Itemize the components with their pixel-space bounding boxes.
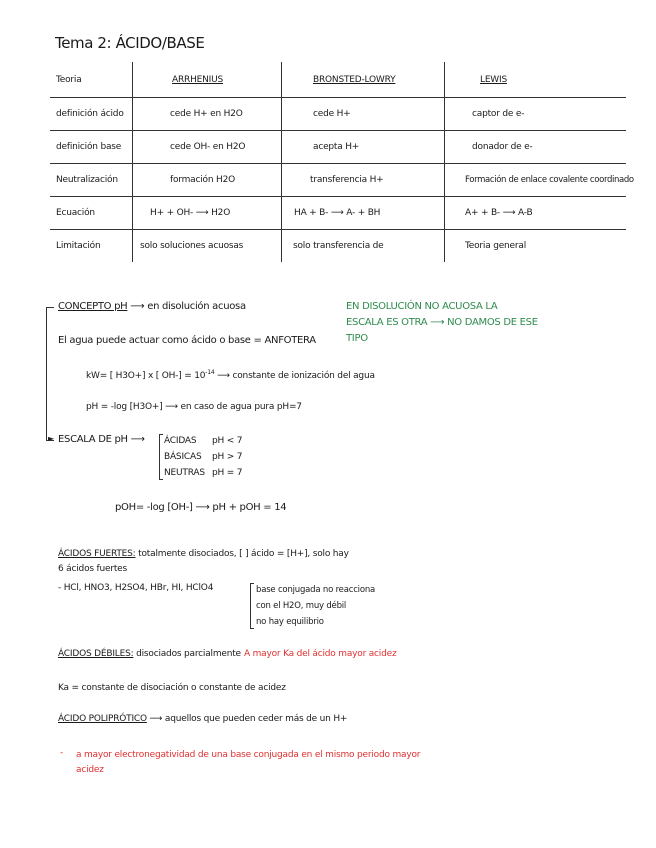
fuertes-text: totalmente disociados, [ ] ácido = [H+], solo hay (135, 549, 349, 559)
concepto-line (58, 301, 246, 312)
debiles-label: ÁCIDOS DÉBILES: (58, 649, 134, 659)
note-line: ESCALA ES OTRA ⟶ NO DAMOS DE ESE (346, 317, 538, 328)
table-cell: cede H+ (313, 109, 351, 119)
note-line: a mayor electronegatividad de una base conjugada en el mismo periodo mayor (76, 750, 421, 760)
debiles-line (58, 649, 241, 659)
note-line: acidez (76, 765, 104, 775)
escala-list (164, 433, 242, 481)
ka-text: Ka = constante de disociación o constante de acidez (58, 683, 286, 693)
table-cell: Formación de enlace covalente coordinado (465, 175, 634, 185)
table-cell: acepta H+ (313, 142, 360, 152)
escala-label: ESCALA DE pH ⟶ (58, 434, 145, 445)
fuertes-line (58, 549, 349, 559)
table-cell: solo transferencia de (293, 241, 384, 251)
poh-formula: pOH= -log [OH-] ⟶ pH + pOH = 14 (115, 502, 287, 513)
kw-expression: kW= [ H3O+] x [ OH-] = 10 (86, 371, 206, 381)
poliprotico-text: ⟶ aquellos que pueden ceder más de un H+ (146, 714, 348, 724)
arrow-icon: ► (48, 434, 55, 443)
fuertes-notes (256, 582, 375, 630)
debiles-note: A mayor Ka del ácido mayor acidez (244, 649, 397, 659)
fuertes-label: ÁCIDOS FUERTES: (58, 549, 136, 559)
row-label: Limitación (56, 241, 101, 251)
fuertes-line2: 6 ácidos fuertes (58, 564, 127, 574)
concepto-text: en disolución acuosa (147, 301, 246, 312)
ph-formula: pH = -log [H3O+] ⟶ en caso de agua pura pH=7 (86, 402, 302, 412)
note-line: TIPO (346, 333, 368, 344)
table-cell: formación H2O (170, 175, 235, 185)
table-cell: cede H+ en H2O (170, 109, 243, 119)
fuertes-list: - HCl, HNO3, H2SO4, HBr, HI, HClO4 (58, 583, 214, 593)
header-lewis: LEWIS (480, 75, 507, 85)
poliprotico-label: ÁCIDO POLIPRÓTICO (58, 714, 147, 724)
table-cell: captor de e- (472, 109, 525, 119)
bullet: - (60, 748, 64, 758)
table-cell: H+ + OH- ⟶ H2O (150, 208, 231, 218)
list-item: BÁSICAS pH > 7 (164, 452, 243, 462)
kw-description: ⟶ constante de ionización del agua (217, 371, 375, 381)
table-cell: transferencia H+ (310, 175, 384, 185)
row-label: Neutralización (56, 175, 118, 185)
note-line: no hay equilibrio (256, 617, 324, 627)
header-teoria: Teoria (56, 75, 82, 85)
table-cell: A+ + B- ⟶ A-B (465, 208, 533, 218)
note-line: EN DISOLUCIÓN NO ACUOSA LA (346, 301, 498, 312)
kw-formula (86, 369, 375, 381)
table-cell: cede OH- en H2O (170, 142, 246, 152)
table-cell: HA + B- ⟶ A- + BH (294, 208, 381, 218)
list-item: ÁCIDAS pH < 7 (164, 436, 243, 446)
poliprotico-line (58, 714, 347, 724)
debiles-text: disociados parcialmente (133, 649, 241, 659)
electro-note (76, 748, 420, 778)
row-label: definición base (56, 142, 122, 152)
note-line: base conjugada no reacciona (256, 585, 376, 595)
header-arrhenius: ARRHENIUS (172, 75, 224, 85)
table-cell: solo soluciones acuosas (140, 241, 244, 251)
agua-text: El agua puede actuar como ácido o base = ANFOTERA (58, 335, 316, 346)
table-cell: donador de e- (472, 142, 533, 152)
header-bronsted: BRONSTED-LOWRY (313, 75, 396, 85)
kw-exponent: -14 (205, 369, 215, 376)
table-cell: Teoria general (465, 241, 526, 251)
concepto-label: CONCEPTO pH (58, 301, 128, 312)
row-label: definición ácido (56, 109, 124, 119)
note-line: con el H2O, muy débil (256, 601, 347, 611)
arrow-icon: ⟶ (130, 301, 145, 312)
page-title: Tema 2: ÁCIDO/BASE (55, 34, 205, 52)
row-label: Ecuación (56, 208, 95, 218)
list-item: NEUTRAS pH = 7 (164, 468, 243, 478)
green-note (346, 299, 538, 347)
